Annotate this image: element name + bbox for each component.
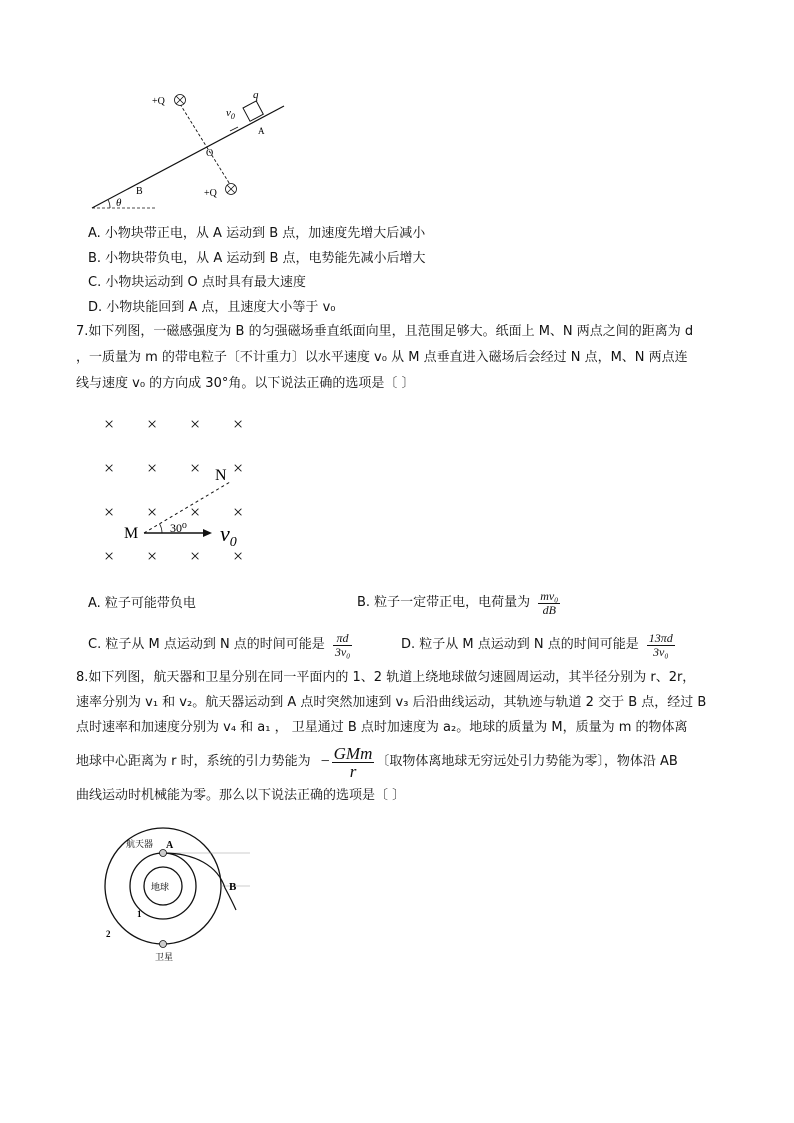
satellite-label: 卫星 [155,953,174,963]
q8-stem-line-4b: 〔取物体离地球无穷远处引力势能为零〕，物体沿 AB [376,754,678,769]
v0-label: v [226,107,231,119]
point-o-label: O [206,148,214,159]
point-a-label: A [258,126,265,136]
charge-top-label: +Q [152,96,165,107]
q6-option-d: D. 小物块能回到 A 点，且速度大小等于 v₀ [88,300,336,315]
cross-mark: × [233,546,244,566]
incline-charge-figure [80,82,300,214]
q7-option-c-text: C. 粒子从 M 点运动到 N 点的时间可能是 [88,637,325,652]
q7-option-d-fraction [647,632,675,659]
q7-stem-line-3: 线与速度 v₀ 的方向成 30°角。以下说法正确的选项是〔 〕 [76,376,415,391]
svg-text:v0 [220,521,237,550]
fraction-denominator: r [349,761,357,781]
cross-mark: × [190,502,201,522]
v0-sub: 0 [230,112,235,121]
q7-option-c [88,628,352,662]
charge-q-label: q [253,89,259,101]
fraction-numerator: πd [333,632,353,646]
cross-mark: × [190,458,201,478]
cross-mark: × [147,414,158,434]
cross-mark: × [190,414,201,434]
cross-mark: × [190,546,201,566]
earth-label: 地球 [151,883,170,893]
point-b-label: B [229,881,237,893]
cross-mark: × [147,502,158,522]
q7-option-b-fraction [538,590,560,617]
theta-label: θ [116,197,122,209]
q7-stem-line-2: ，一质量为 m 的带电粒子〔不计重力〕以水平速度 v₀ 从 M 点垂直进入磁场后会经过 N 点，M、N 两点连 [76,350,688,365]
cross-mark: × [104,546,115,566]
cross-mark: × [147,546,158,566]
q8-stem-line-5: 曲线运动时机械能为零。那么以下说法正确的选项是〔 〕 [76,788,406,803]
fraction-numerator: 13πd [648,630,673,645]
spacecraft-label: 航天器 [126,840,154,850]
incline-line [92,106,284,208]
cross-mark: × [233,502,244,522]
charge-bottom-label: +Q [204,188,217,199]
fraction-denominator: dB [542,602,556,617]
q8-stem-line-2: 速率分别为 v₁ 和 v₂。航天器运动到 A 点时突然加速到 v₃ 后沿曲线运动，其轨迹与轨道 2 交于 B 点，经过 B [76,695,707,710]
fraction-numerator: GMm [333,743,373,763]
fraction-denominator: 3v₀ [653,644,669,659]
point-a-label: A [166,840,174,851]
orbit-figure [100,826,260,966]
orbit-2-label: 2 [106,929,111,939]
svg-text:v0 [226,107,235,121]
q7-option-c-fraction [333,632,353,659]
q7-option-b [357,587,560,619]
q7-stem-line-1: 7.如下列图，一磁感强度为 B 的匀强磁场垂直纸面向里，且范围足够大。纸面上 M、N 两点之间的距离为 d [76,324,694,339]
fraction-numerator: mv₀ [540,588,559,603]
cross-mark: × [104,458,115,478]
cross-mark: × [104,502,115,522]
angle-arc [108,200,110,208]
q8-stem-line-4a: 地球中心距离为 r 时，系统的引力势能为 [76,754,311,769]
potential-energy-fraction [332,745,375,780]
cross-mark: × [233,458,244,478]
q6-option-a: A. 小物块带正电，从 A 运动到 B 点，加速度先增大后减小 [88,226,426,241]
q6-option-c: C. 小物块运动到 O 点时具有最大速度 [88,275,306,290]
angle-arc [160,524,163,533]
q7-option-d-text: D. 粒子从 M 点运动到 N 点的时间可能是 [401,637,639,652]
charge-axis-dashed [180,104,231,186]
point-b-label: B [136,186,143,197]
cross-mark: × [147,458,158,478]
q8-stem-line-3: 点时速率和加速度分别为 v₄ 和 a₁ ， 卫星通过 B 点时加速度为 a₂。地球的质量为 M，质量为 m 的物体离 [76,720,688,735]
point-n-label: N [215,467,227,484]
satellite-icon [160,941,167,948]
v0-label: v [220,521,230,546]
q7-option-a: A. 粒子可能带负电 [88,596,196,611]
point-m-label: M [124,525,139,542]
fraction-denominator: 3v₀ [334,644,351,659]
q8-stem-line-4: 地球中心距离为 r 时，系统的引力势能为 − $\frac{\text{GMm}}{r}$ 〔取物体离地球无穷远处引力势能为零〕，物体沿 AB [76,743,678,781]
q7-option-b-text: B. 粒子一定带正电，电荷量为 [357,595,531,610]
cross-mark: × [104,414,115,434]
magnetic-field-figure [96,410,266,570]
q6-option-b: B. 小物块带负电，从 A 运动到 B 点，电势能先减小后增大 [88,251,426,266]
angle-label: 30⁰ [170,521,187,535]
orbit-1-label: 1 [137,909,142,919]
q7-option-d [401,628,675,662]
cross-mark: × [233,414,244,434]
q8-stem-line-1: 8.如下列图，航天器和卫星分别在同一平面内的 1、2 轨道上绕地球做匀速圆周运动，其半径分别为 r、2r， [76,670,696,685]
v0-sub: 0 [229,535,237,550]
